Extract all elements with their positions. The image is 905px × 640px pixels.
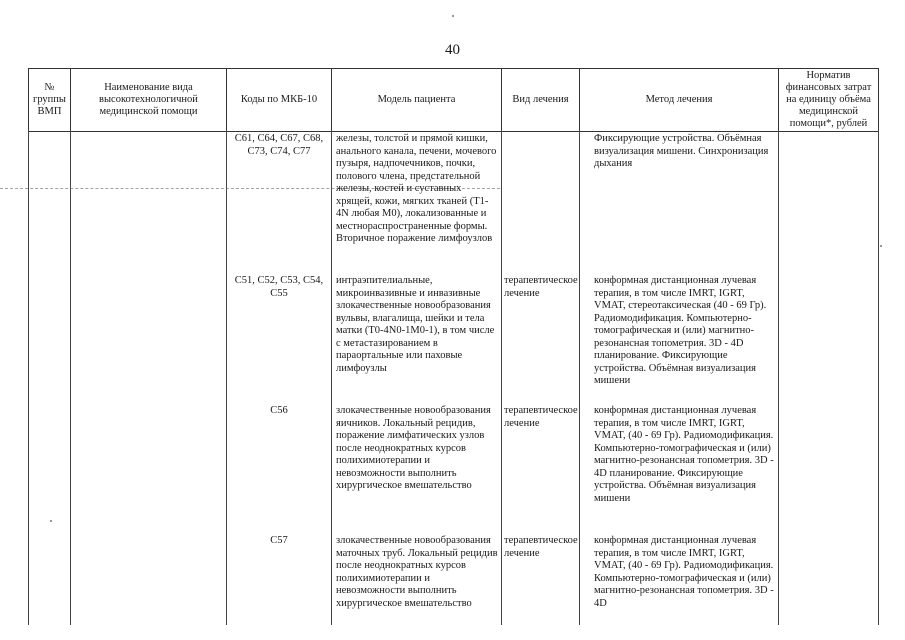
row-codes: C51, C52, C53, C54, C55 (234, 275, 324, 299)
column-rule (70, 130, 71, 625)
header-patient-model: Модель пациента (332, 69, 502, 132)
scan-artifact-dot (452, 15, 454, 17)
row-treatment-type: терапевтическое лечение (504, 405, 578, 429)
row-patient-model: злокачественные новообразования яичников. Локальный рецидив, поражение лимфатических узлов после неоднократных курсов полихимиотерапии и невозможности выполнить хирургическое вмешательство (336, 405, 491, 491)
column-rule (226, 130, 227, 625)
row-patient-model: железы, толстой и прямой кишки, анального канала, печени, мочевого пузыря, надпочечников, почки, полового члена, предстательной железы, костей и суставных хрящей, кожи, мягких тканей (T1-4N любая M0), локализованные и местнораспространенные формы. Вторичное поражение лимфоузлов (336, 133, 497, 244)
column-rule (331, 130, 332, 625)
table-header (28, 68, 879, 132)
row-treatment-type: терапевтическое лечение (504, 275, 578, 299)
header-care-type: Наименование вида высокотехнологичной медицинской помощи (71, 69, 227, 132)
scan-artifact-dot (880, 245, 882, 247)
column-rule (501, 130, 502, 625)
row-treatment-method: конформная дистанционная лучевая терапия, в том числе IMRT, IGRT, VMAT, (40 - 69 Гр). Радиомодификация. Компьютерно-томографическая и (или) магнитно-резонансная топометрия. 3D - 4D планирование. Фиксирующие устройства. Объёмная визуализация мишени (594, 405, 774, 504)
row-codes: C57 (270, 535, 288, 546)
header-treatment-type: Вид лечения (502, 69, 580, 132)
header-icd-codes: Коды по МКБ-10 (227, 69, 332, 132)
header-treatment-method: Метод лечения (580, 69, 779, 132)
row-treatment-method: конформная дистанционная лучевая терапия, в том числе IMRT, IGRT, VMAT, стереотаксическая (40 - 69 Гр). Радиомодификация. Компьютерно-томографическая и (или) магнитно-резонансная топометрия. 3D - 4D планирование. Фиксирующие устройства. Объёмная визуализация мишени (594, 275, 767, 386)
row-treatment-method: конформная дистанционная лучевая терапия, в том числе IMRT, IGRT, VMAT, (40 - 69 Гр). Радиомодификация. Компьютерно-томографическая и (или) магнитно-резонансная топометрия. 3D - 4D (594, 535, 774, 609)
header-row (29, 69, 879, 132)
header-group-number: № группы ВМП (29, 69, 71, 132)
row-patient-model: злокачественные новообразования маточных труб. Локальный рецидив после неоднократных курсов полихимиотерапии и невозможности выполнить хирургическое вмешательство (336, 535, 498, 609)
scan-artifact-dot (50, 520, 52, 522)
row-treatment-method: Фиксирующие устройства. Объёмная визуализация мишени. Синхронизация дыхания (594, 133, 769, 169)
row-treatment-type: терапевтическое лечение (504, 535, 578, 559)
row-codes: C61, C64, C67, C68, C73, C74, C77 (234, 133, 324, 157)
page-number: 40 (445, 42, 460, 58)
column-rule (579, 130, 580, 625)
column-rule (28, 130, 29, 625)
header-cost-standard: Норматив финансовых затрат на единицу объёма медицинской помощи*, рублей (779, 69, 879, 132)
column-rule (878, 130, 879, 625)
row-patient-model: интраэпителиальные, микроинвазивные и инвазивные злокачественные новообразования вульвы, влагалища, шейки и тела матки (T0-4N0-1M0-1), в том числе с метастазированием в параортальные или паховые лимфоузлы (336, 275, 495, 374)
column-rule (778, 130, 779, 625)
row-codes: C56 (270, 405, 288, 416)
